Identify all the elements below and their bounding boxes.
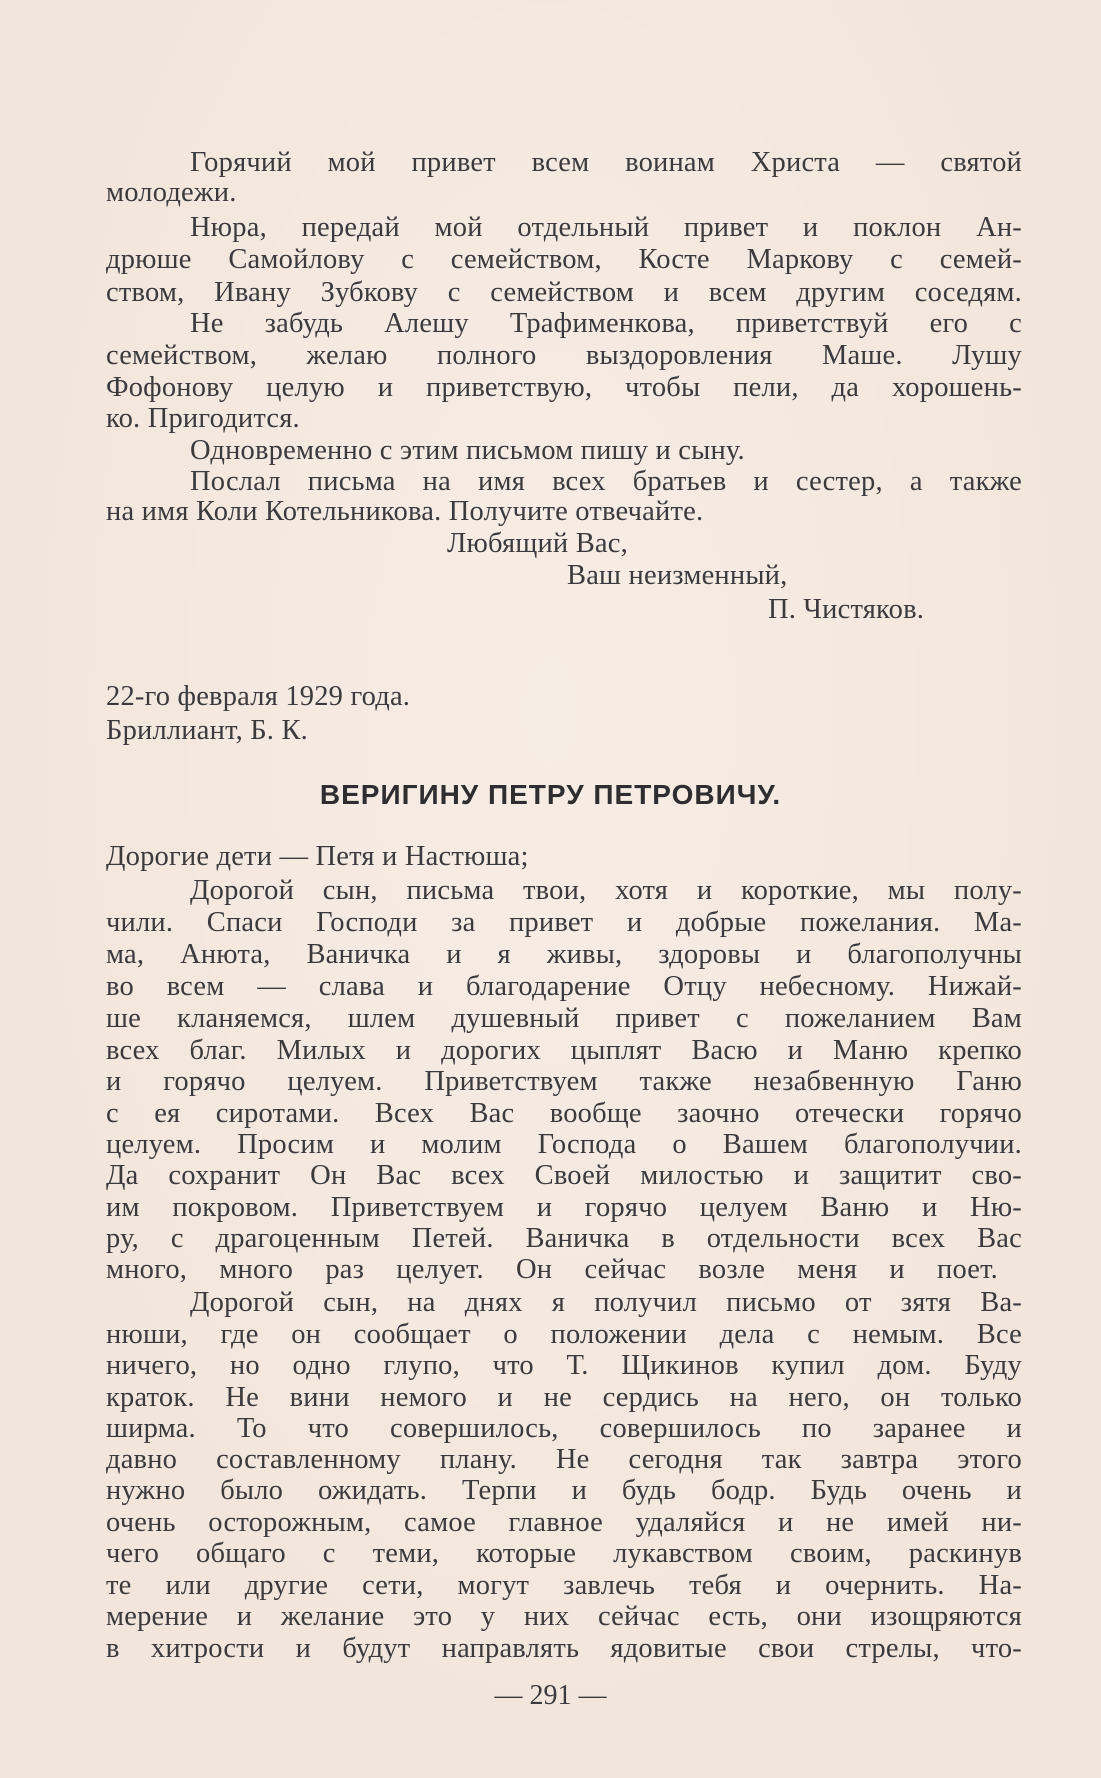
letter-heading: ВЕРИГИНУ ПЕТРУ ПЕТРОВИЧУ.	[319, 779, 782, 810]
text-line: с ея сиротами. Всех Вас вообще заочно отечески горячо	[106, 1098, 1022, 1129]
date: 22-го февраля 1929 года.	[106, 681, 411, 712]
text-line: целуем. Просим и молим Господа о Вашем благополучии.	[106, 1129, 1022, 1160]
closing-line: Ваш неизменный,	[567, 560, 788, 591]
text-line: Послал письма на имя всех братьев и сестер, а также	[190, 466, 1022, 497]
text-line: краток. Не вини немого и не сердись на него, он только	[106, 1382, 1022, 1413]
text-line: много, много раз целует. Он сейчас возле меня и поет.	[106, 1254, 998, 1285]
text-line: Дорогой сын, письма твои, хотя и короткие, мы полу-	[190, 875, 1022, 906]
text-line: Горячий мой привет всем воинам Христа — святой	[190, 147, 1022, 178]
text-line: в хитрости и будут направлять ядовитые свои стрелы, что-	[106, 1633, 1022, 1664]
text-line: очень осторожным, самое главное удаляйся и не имей ни-	[106, 1507, 1022, 1538]
text-line: ру, с драгоценным Петей. Ваничка в отдельности всех Вас	[106, 1223, 1022, 1254]
text-line: ством, Ивану Зубкову с семейством и всем другим соседям.	[106, 277, 1022, 308]
text-line: Да сохранит Он Вас всех Своей милостью и защитит сво-	[106, 1160, 1022, 1191]
text-line: ширма. То что совершилось, совершилось по заранее и	[106, 1413, 1022, 1444]
text-line: Дорогой сын, на днях я получил письмо от зятя Ва-	[190, 1287, 1022, 1318]
text-line: давно составленному плану. Не сегодня так завтра этого	[106, 1444, 1022, 1475]
text-line: ничего, но одно глупо, что Т. Щикинов купил дом. Буду	[106, 1350, 1022, 1381]
text-line: нужно было ожидать. Терпи и будь бодр. Будь очень и	[106, 1475, 1022, 1506]
text-line: семейством, желаю полного выздоровления Маше. Лушу	[106, 340, 1022, 371]
text-line: мерение и желание это у них сейчас есть, они изощряются	[106, 1601, 1022, 1632]
text-line: всех благ. Милых и дорогих цыплят Васю и Маню крепко	[106, 1035, 1022, 1066]
text-line: им покровом. Приветствуем и горячо целуем Ваню и Ню-	[106, 1192, 1022, 1223]
page-number: — 291 —	[494, 1680, 607, 1711]
text-line: чили. Спаси Господи за привет и добрые пожелания. Ма-	[106, 907, 1022, 938]
text-line: Фофонову целую и приветствую, чтобы пели, да хорошень-	[106, 372, 1022, 403]
text-line: те или другие сети, могут завлечь тебя и очернить. На-	[106, 1570, 1022, 1601]
signature: П. Чистяков.	[768, 594, 925, 625]
text-line: ко. Пригодится.	[106, 403, 300, 434]
salutation: Дорогие дети — Петя и Настюша;	[106, 841, 529, 872]
text-line: Одновременно с этим письмом пишу и сыну.	[190, 435, 745, 466]
text-line: Не забудь Алешу Трафименкова, приветствуй его с	[190, 308, 1022, 339]
text-line: нюши, где он сообщает о положении дела с немым. Все	[106, 1319, 1022, 1350]
text-line: во всем — слава и благодарение Отцу небесному. Нижай-	[106, 971, 1022, 1002]
text-line: молодежи.	[106, 177, 237, 208]
text-line: ше кланяемся, шлем душевный привет с пожеланием Вам	[106, 1003, 1022, 1034]
closing-line: Любящий Вас,	[447, 528, 628, 559]
text-line: и горячо целуем. Приветствуем также незабвенную Ганю	[106, 1066, 1022, 1097]
place: Бриллиант, Б. К.	[106, 715, 308, 746]
text-line: дрюше Самойлову с семейством, Косте Маркову с семей-	[106, 244, 1022, 275]
text-line: чего общаго с теми, которые лукавством своим, раскинув	[106, 1538, 1022, 1569]
text-line: Нюра, передай мой отдельный привет и поклон Ан-	[190, 212, 1022, 243]
text-line: на имя Коли Котельникова. Получите отвечайте.	[106, 496, 704, 527]
text-line: ма, Анюта, Ваничка и я живы, здоровы и благополучны	[106, 939, 1022, 970]
